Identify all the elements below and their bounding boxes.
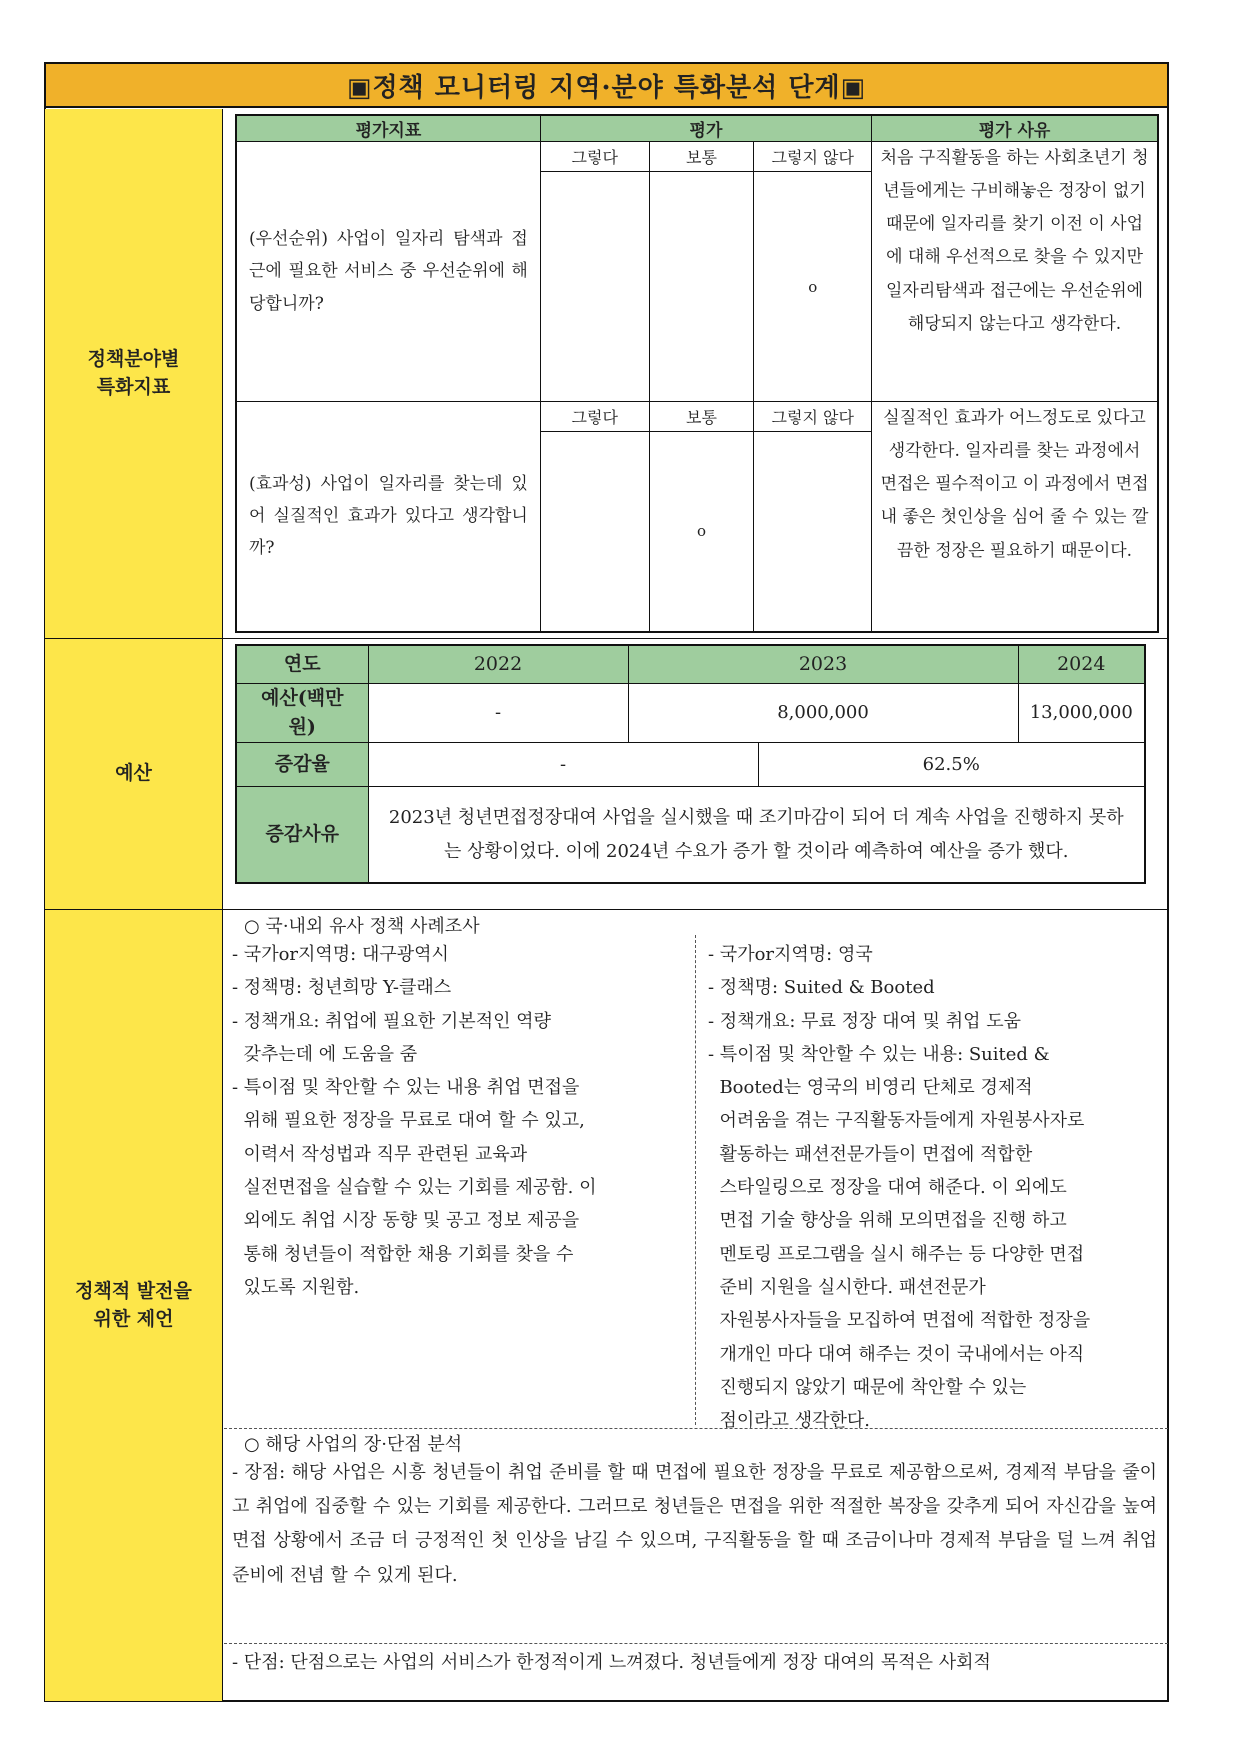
case-right-item: - 특이점 및 착안할 수 있는 내용: Suited & Booted는 영국의 비영리 단체로 경제적 어려움을 겪는 구직활동자들에게 자원봉사자로 활동하는 패션전문가들이 면접에 적합한 스타일링으로 정장을 대여 해준다. 이 외에도 면접 기술 향상을 위해 모의면접을 진행 하고 멘토링 프로그램을 실시 해주는 등 다양한 면접 준비 지원을 실시한다. 패션전문가 자원봉사자들을 모집하여 면접에 적합한 정장을 개개인 마다 대여 해주는 것이 국내에서는 아직 진행되지 않았기 때문에 착안할 수 있는 점이라고 생각한다. [708,1043,1091,1432]
dashed-divider [224,1643,1168,1644]
mark-cell [540,172,649,402]
option-neutral: 보통 [649,142,754,172]
case-left-item: - 정책개요: 취업에 필요한 기본적인 역량 갖추는데 에 도움을 줌 [232,1010,551,1065]
option-no: 그렇지 않다 [754,402,872,432]
change-2024: 62.5% [758,743,1145,787]
budget-reason: 2023년 청년면접정장대여 사업을 실시했을 때 조기마감이 되어 더 계속 사업을 진행하지 못하는 상황이었다. 이에 2024년 수요가 증가 할 것이라 예측하여 예산을 증가 했다. [368,787,1145,883]
amount-2022: - [368,683,628,743]
option-neutral: 보통 [649,402,754,432]
mark-cell [754,432,872,632]
section-label-indicators: 정책분야별 특화지표 [45,109,223,638]
year-2024: 2024 [1018,645,1145,683]
evaluation-table [235,114,1159,633]
mark-cell: o [649,432,754,632]
header-indicator: 평가지표 [236,115,540,142]
case-left-item: - 특이점 및 착안할 수 있는 내용 취업 면접을 위해 필요한 정장을 무료로 대여 할 수 있고, 이력서 작성법과 직무 관련된 교육과 실전면접을 실습할 수 있는 기회를 제공함. 이 외에도 취업 시장 동향 및 공고 정보 제공을 통해 청년들이 적합한 채용 기회를 찾을 수 있도록 지원함. [232,1077,597,1298]
section-divider [45,909,1168,910]
year-label: 연도 [236,645,368,683]
dashed-divider [224,1428,1168,1429]
option-yes: 그렇다 [540,142,649,172]
year-2023: 2023 [628,645,1018,683]
amount-2024: 13,000,000 [1018,683,1145,743]
option-yes: 그렇다 [540,402,649,432]
analysis-pros: - 장점: 해당 사업은 시흥 청년들이 취업 준비를 할 때 면접에 필요한 정장을 무료로 제공함으로써, 경제적 부담을 줄이고 취업에 집중할 수 있는 기회를 제공한다. 그러므로 청년들은 면접을 위한 적절한 복장을 갖추게 되어 자신감을 높여 면접 상황에서 조금 더 긍정적인 첫 인상을 남길 수 있으며, 구직활동을 할 때 조금이나마 경제적 부담을 덜 느껴 취업준비에 전념 할 수 있게 된다. [232,1462,1157,1586]
section-label-budget: 예산 [45,639,223,909]
case-right-item: - 정책명: Suited & Booted [708,977,935,999]
header-evaluation: 평가 [540,115,871,142]
analysis-title: ○ 해당 사업의 장·단점 분석 [244,1434,463,1455]
section-divider [45,638,1168,639]
amount-label: 예산(백만 원) [236,683,368,743]
section-label-proposal: 정책적 발전을 위한 제언 [45,910,223,1701]
case-right-item: - 정책개요: 무료 정장 대여 및 취업 도움 [708,1010,1022,1032]
case-left-item: - 정책명: 청년희망 Y-클래스 [232,977,452,999]
year-2022: 2022 [368,645,628,683]
page-title: ▣정책 모니터링 지역·분야 특화분석 단계▣ [44,62,1169,108]
option-no: 그렇지 않다 [754,142,872,172]
mark-cell [540,432,649,632]
mark-cell [649,172,754,402]
column-divider [695,935,696,1425]
case-left-item: - 국가or지역명: 대구광역시 [232,944,449,965]
case-left [232,938,688,1304]
mark-cell: o [754,172,872,402]
budget-table [235,644,1146,884]
analysis-cons: - 단점: 단점으로는 사업의 서비스가 한정적이게 느껴졌다. 청년들에게 정장 대여의 목적은 사회적 [232,1652,991,1673]
question-effectiveness: (효과성) 사업이 일자리를 찾는데 있어 실질적인 효과가 있다고 생각합니까? [236,402,540,632]
case-study-title: ○ 국·내외 유사 정책 사례조사 [244,916,480,937]
case-right-item: - 국가or지역명: 영국 [708,944,873,965]
change-label: 증감율 [236,743,368,787]
question-priority: (우선순위) 사업이 일자리 탐색과 접근에 필요한 서비스 중 우선순위에 해당합니까? [236,142,540,402]
case-right [708,938,1158,1437]
header-reason: 평가 사유 [872,115,1158,142]
reason-effectiveness: 실질적인 효과가 어느정도로 있다고 생각한다. 일자리를 찾는 과정에서 면접은 필수적이고 이 과정에서 면접 내 좋은 첫인상을 심어 줄 수 있는 깔끔한 정장은 필요하기 때문이다. [872,402,1158,632]
reason-priority: 처음 구직활동을 하는 사회초년기 청년들에게는 구비해놓은 정장이 없기 때문에 일자리를 찾기 이전 이 사업에 대해 우선적으로 찾을 수 있지만 일자리탐색과 접근에는 우선순위에 해당되지 않는다고 생각한다. [872,142,1158,402]
change-2023: - [368,743,758,787]
amount-2023: 8,000,000 [628,683,1018,743]
reason-label: 증감사유 [236,787,368,883]
